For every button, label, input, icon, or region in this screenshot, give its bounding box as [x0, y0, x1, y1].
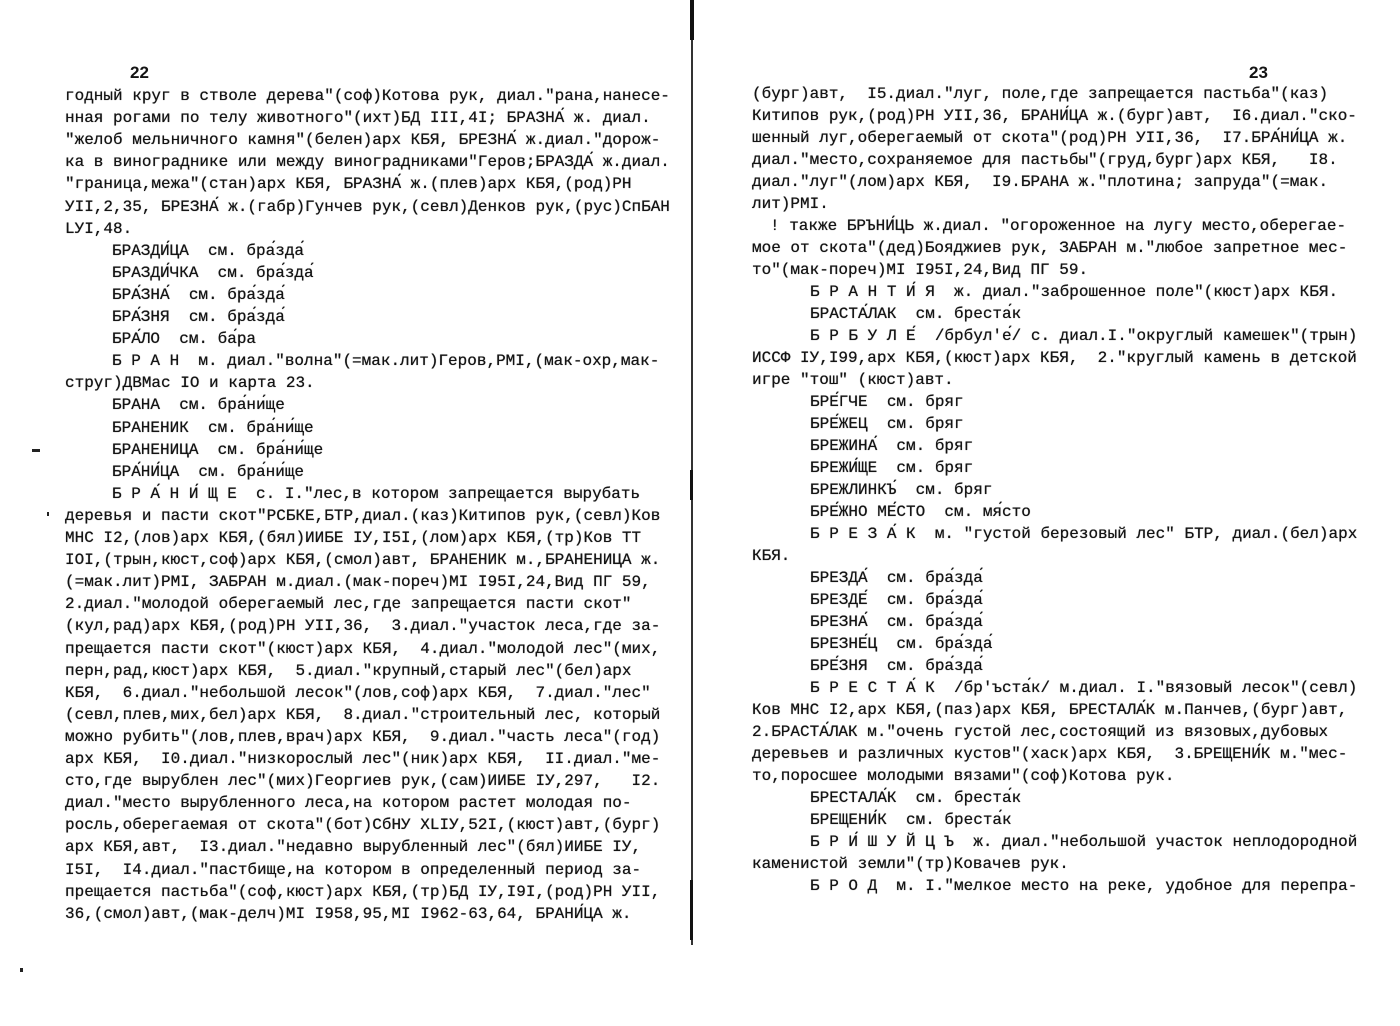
- text-line: Б Р Е С Т А́ К /бр'ъста́к/ м.диал. I."вязовый лесок"(севл): [810, 679, 1358, 697]
- text-line: Б Р А Н Т И́ Я ж. диал."заброшенное поле"(кюст)арх КБЯ.: [810, 283, 1339, 301]
- text-line: сто,где вырублен лес"(мих)Георгиев рук,(сам)ИИБЕ IУ,297, I2.: [65, 772, 661, 791]
- page-number: 22: [130, 63, 149, 82]
- text-line: БРАНЕНИК см. бра́ни́ще: [112, 418, 314, 437]
- text-line: то"(мак-пореч)МI I95I,24,Вид ПГ 59.: [752, 261, 1089, 279]
- text-line: БРЕЖИ́ЩЕ см. бряг: [810, 459, 974, 477]
- gutter-shadow: [690, 0, 694, 40]
- text-line: струг)ДВМас IO и карта 23.: [65, 374, 315, 393]
- text-line: БРЕ́ЖНО МЕ́СТО см. мя́сто: [810, 503, 1031, 521]
- right-page: [752, 0, 1358, 1026]
- text-line: Б Р А́ Н И́ Щ Е с. I."лес,в котором запрещается вырубать: [112, 484, 641, 503]
- text-line: "граница,межа"(стан)арх КБЯ, БРАЗНА́ ж.(плев)арх КБЯ,(род)РН: [65, 175, 632, 194]
- scan-speck: [32, 449, 40, 452]
- text-line: IOI,(трын,кюст,соф)арх КБЯ,(смол)авт, БРАНЕНИК м.,БРАНЕНИЦА ж.: [65, 551, 661, 570]
- text-line: БРЕЩЕНИ́К см. бреста́к: [810, 811, 1012, 829]
- text-line: нная рогами по телу животного"(ихт)БД III,4I; БРАЗНА́ ж. диал.: [65, 109, 651, 128]
- text-line: диал."место,сохраняемое для пастьбы"(груд,бург)арх КБЯ, I8.: [752, 151, 1338, 169]
- text-line: мое от скота"(дед)Бояджиев рук, ЗАБРАН м."любое запретное мес-: [752, 239, 1348, 257]
- text-line: можно рубить"(лов,плев,врач)арх КБЯ, 9.диал."часть леса"(год): [65, 727, 661, 746]
- text-line: Б Р О Д м. I."мелкое место на реке, удобное для перепра-: [810, 877, 1358, 895]
- text-line: деревья и пасти скот"РСБКЕ,БТР,диал.(каз)Китипов рук,(севл)Ков: [65, 506, 661, 525]
- text-line: каменистой земли"(тр)Ковачев рук.: [752, 855, 1069, 873]
- text-line: то,поросшее молодыми вязами"(соф)Котова рук.: [752, 767, 1175, 785]
- text-line: БРАСТА́ЛАК см. бреста́к: [810, 305, 1022, 323]
- text-line: игре "тош" (кюст)авт.: [752, 371, 954, 389]
- text-line: прещается пастьба"(соф,кюст)арх КБЯ,(тр)БД IУ,I9I,(род)РН УII,: [65, 882, 661, 901]
- page-number: 23: [1249, 63, 1268, 82]
- text-line: деревьев и различных кустов"(хаск)арх КБЯ, 3.БРЕЩЕНИ́К м."мес-: [752, 745, 1348, 763]
- text-line: УII,2,35, БРЕЗНА́ ж.(габр)Гунчев рук,(севл)Денков рук,(рус)СпБАН: [65, 197, 670, 216]
- text-line: росль,оберегаемая от скота"(бот)СбНУ XLIУ,52I,(кюст)авт,(бург): [65, 816, 661, 835]
- text-line: прещается пасти скот"(кюст)арх КБЯ, 4.диал."молодой лес"(мих,: [65, 639, 661, 658]
- scan-speck: [20, 968, 23, 972]
- text-line: БРЕЗДА́ см. бра́зда́: [810, 569, 983, 587]
- text-line: БРА́НИ́ЦА см. бра́ни́ще: [112, 462, 305, 481]
- text-line: БРЕЖИНА́ см. бряг: [810, 437, 974, 455]
- text-line: БРЕ́ГЧЕ см. бряг: [810, 393, 964, 411]
- text-line: арх КБЯ, I0.диал."низкорослый лес"(ник)арх КБЯ, II.диал."ме-: [65, 750, 661, 768]
- text-line: I5I, I4.диал."пастбище,на котором в определенный период за-: [65, 860, 642, 879]
- text-line: МНС I2,(лов)арх КБЯ,(бял)ИИБЕ IУ,I5I,(лом)арх КБЯ,(тр)Ков ТТ: [65, 529, 642, 547]
- text-line: (севл,плев,мих,бел)арх КБЯ, 8.диал."строительный лес, который: [65, 705, 661, 724]
- text-line: арх КБЯ,авт, I3.диал."недавно вырубленный лес"(бял)ИИБЕ IУ,: [65, 838, 642, 857]
- gutter-shadow: [690, 470, 693, 500]
- text-line: 2.БРАСТА́ЛАК м."очень густой лес,состоящий из вязовых,дубовых: [752, 723, 1329, 741]
- text-line: БРАНА см. бра́ни́ще: [112, 396, 285, 415]
- text-line: БРЕЗНЕ́Ц см. бра́зда́: [810, 635, 993, 653]
- text-line: (бург)авт, I5.диал."луг, поле,где запрещается пастьба"(каз): [752, 85, 1329, 103]
- text-line: LУI,48.: [65, 219, 133, 238]
- text-line: шенный луг,оберегаемый от скота"(род)РН УII,36, I7.БРА́НИ́ЦА ж.: [752, 129, 1348, 147]
- gutter-shadow: [690, 880, 693, 940]
- text-line: БРА́ЗНА́ см. бра́зда́: [112, 285, 285, 304]
- text-line: БРЕСТАЛА́К см. бреста́к: [810, 789, 1022, 807]
- text-line: Б Р И́ Ш У Й Ц Ъ ж. диал."небольшой участок неплодородной: [810, 833, 1358, 851]
- text-line: БРЕ́ЖЕЦ см. бряг: [810, 415, 964, 433]
- text-line: диал."луг"(лом)арх КБЯ, I9.БРАНА ж."плотина; запруда"(=мак.: [752, 173, 1329, 191]
- text-line: БРЕЖЛИНКЪ́ см. бряг: [810, 481, 993, 499]
- text-line: 36,(смол)авт,(мак-делч)МI I958,95,МI I962-63,64, БРАНИ́ЦА ж.: [65, 904, 632, 923]
- text-line: Китипов рук,(род)РН УII,36, БРАНИ́ЦА ж.(бург)авт, I6.диал."ско-: [752, 107, 1357, 125]
- text-line: лит)РМI.: [752, 195, 829, 213]
- text-line: БРАЗДИ́ЦА см. бра́зда́: [112, 241, 305, 260]
- text-line: Ков МНС I2,арх КБЯ,(паз)арх КБЯ, БРЕСТАЛА́К м.Панчев,(бург)авт,: [752, 701, 1348, 719]
- text-line: перн,рад,кюст)арх КБЯ, 5.диал."крупный,старый лес"(бел)арх: [65, 661, 632, 680]
- text-line: 2.диал."молодой оберегаемый лес,где запрещается пасти скот": [65, 595, 632, 614]
- text-line: Б Р Б У Л Е́ /брбул'е́/ с. диал.I."округлый камешек"(трын): [810, 327, 1358, 345]
- text-line: КБЯ, 6.диал."небольшой лесок"(лов,соф)арх КБЯ, 7.диал."лес": [65, 683, 651, 702]
- text-line: ка в винограднике или между виноградниками"Геров;БРАЗДА́ ж.диал.: [65, 153, 670, 172]
- text-line: Б Р А Н м. диал."волна"(=мак.лит)Геров,РМI,(мак-охр,мак-: [112, 352, 660, 371]
- scan-speck: [47, 512, 49, 516]
- text-line: БРА́ЛО см. ба́ра: [112, 330, 257, 349]
- text-line: БРЕ́ЗНЯ см. бра́зда́: [810, 657, 983, 675]
- left-page: [65, 0, 670, 1026]
- text-line: БРЕЗНА́ см. бра́зда́: [810, 613, 983, 631]
- text-line: "желоб мельничного камня"(белен)арх КБЯ, БРЕЗНА́ ж.диал."дорож-: [65, 131, 661, 150]
- text-line: Б Р Е З А́ К м. "густой березовый лес" БТР, диал.(бел)арх: [810, 525, 1358, 543]
- text-line: БРЕЗДЕ́ см. бра́зда́: [810, 591, 983, 609]
- text-line: (кул,рад)арх КБЯ,(род)РН УII,36, 3.диал."участок леса,где за-: [65, 617, 661, 636]
- text-line: ! также БРЪНИ́ЦЬ ж.диал. "огороженное на лугу место,оберегае-: [770, 217, 1347, 235]
- text-line: диал."место вырубленного леса,на котором растет молодая по-: [65, 794, 632, 813]
- text-line: БРАЗДИ́ЧКА см. бра́зда́: [112, 263, 314, 282]
- text-line: БРАНЕНИЦА см. бра́ни́ще: [112, 440, 324, 459]
- text-line: годный круг в стволе дерева"(соф)Котова рук, диал."рана,нанесе-: [65, 87, 670, 105]
- text-line: (=мак.лит)РМI, ЗАБРАН м.диал.(мак-пореч)МI I95I,24,Вид ПГ 59,: [65, 573, 651, 592]
- text-line: КБЯ.: [752, 547, 791, 565]
- text-line: БРА́ЗНЯ см. бра́зда́: [112, 308, 285, 326]
- text-line: ИССФ IУ,I99,арх КБЯ,(кюст)арх КБЯ, 2."круглый камень в детской: [752, 349, 1357, 367]
